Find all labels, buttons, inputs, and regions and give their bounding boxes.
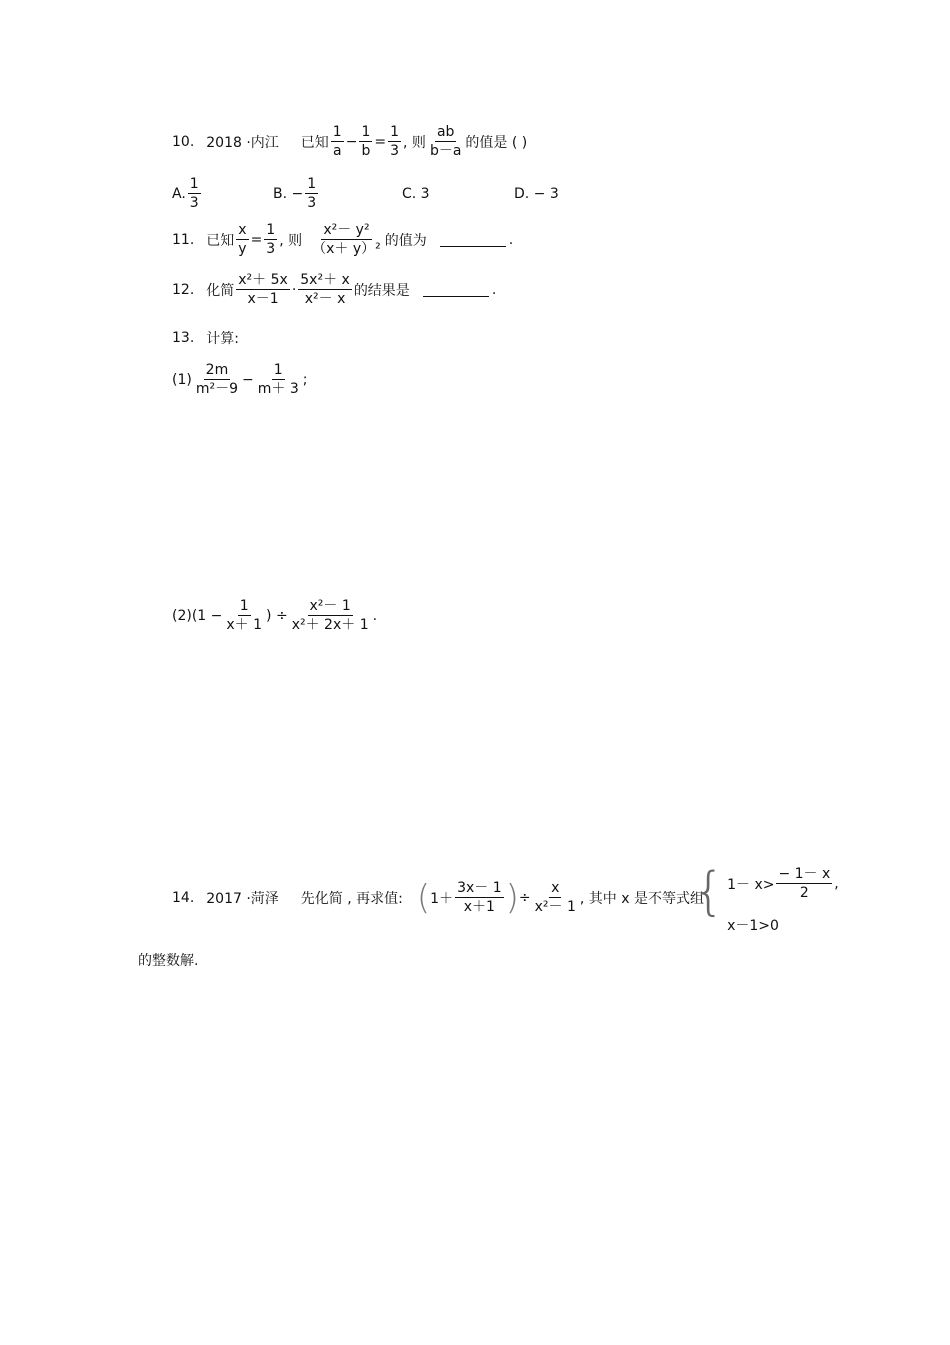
q11-fraction-1-den: y (238, 241, 247, 258)
q10-option-a-den: 3 (189, 195, 199, 212)
q13-part-2 (172, 598, 377, 633)
right-paren-glyph: ) (505, 877, 519, 918)
q13-part-2-fraction-2-den: x²＋ 2x＋ 1 (291, 617, 369, 634)
q13-line (172, 328, 239, 348)
q12-fraction-1-num: x²＋ 5x (236, 272, 290, 290)
q12-label: 化简 (206, 282, 235, 299)
q10-equals: = (374, 133, 387, 150)
q13-part-2-fraction-1-den: x＋ 1 (226, 617, 263, 634)
q10-tail: 的值是 ( ) (465, 134, 528, 151)
q14-fraction-2-num: x (549, 880, 561, 898)
q11-answer-blank[interactable] (440, 232, 506, 247)
q10-fraction-1-num: 1 (331, 124, 344, 142)
q13-part-2-end: . (372, 607, 378, 624)
q11-fraction-1 (236, 222, 248, 257)
q12-fraction-2 (298, 272, 352, 307)
q13-part-2-fraction-2-num: x²－ 1 (308, 598, 353, 616)
q10-fraction-4-den: b－a (429, 143, 462, 160)
q11-number: 11. (172, 231, 195, 248)
q12-fraction-2-num: 5x²＋ x (298, 272, 352, 290)
q10-option-b-fraction (305, 176, 318, 211)
q14-inequality-system (692, 862, 839, 935)
q10-then: , 则 (403, 134, 426, 151)
q14-fraction-1-num: 3x－ 1 (455, 880, 504, 898)
q10-fraction-1 (331, 124, 344, 159)
q12-tail: 的结果是 (353, 282, 410, 299)
q14-fraction-2-den: x²－ 1 (534, 899, 576, 916)
q10-fraction-1-den: a (332, 143, 342, 160)
q10-option-b-num: 1 (305, 176, 318, 194)
q13-part-2-close: ) ÷ (266, 607, 288, 624)
q11-then: , 则 (279, 232, 303, 249)
q13-part-1-fraction-1-den: m²－9 (195, 381, 239, 398)
q10-option-d-text: D. − 3 (514, 186, 559, 202)
q10-option-a-num: 1 (188, 176, 201, 194)
q13-part-1-minus: − (242, 371, 254, 388)
q14-text-3: 的整数解. (138, 953, 199, 969)
q10-minus: − (345, 133, 358, 150)
q14-divide: ÷ (518, 889, 531, 906)
q14-inequality-1-num: − 1－ x (776, 866, 832, 884)
q10-option-d (514, 186, 559, 202)
q14-inequality-rows (727, 866, 839, 935)
q10-number: 10. (172, 133, 195, 150)
q14-fraction-2 (533, 880, 578, 915)
q10-known: 已知 (300, 134, 329, 151)
q14-fraction-1-den: x＋1 (463, 899, 495, 916)
q12-answer-blank[interactable] (423, 282, 489, 297)
q10-option-b-label: B. − (273, 185, 304, 202)
q14-inequality-1 (727, 866, 839, 901)
q12-fraction-1-den: x－1 (247, 291, 279, 308)
q11-fraction-3-den: （x＋ y）² (312, 241, 381, 258)
q13-part-1-fraction-2-den: m＋ 3 (257, 381, 299, 398)
q13-part-1-label: (1) (172, 371, 192, 388)
q13-part-2-fraction-2 (290, 598, 371, 633)
q14-inequality-1-left: 1－ x> (727, 876, 775, 893)
q11-fraction-1-num: x (236, 222, 248, 240)
q11-known: 已知 (206, 232, 235, 249)
q13-part-1-fraction-1-num: 2m (204, 362, 231, 380)
q13-part-2-fraction-1-num: 1 (238, 598, 251, 616)
left-brace-glyph: { (692, 862, 726, 922)
q14-inequality-1-end: , (834, 875, 839, 892)
q11-line (172, 222, 513, 257)
q14-inequality-2: x－1>0 (727, 918, 779, 935)
q10-line (172, 124, 527, 159)
q10-fraction-3-num: 1 (388, 124, 401, 142)
q10-option-c (402, 186, 430, 202)
q10-fraction-3-den: 3 (390, 143, 400, 160)
q11-end: . (508, 231, 514, 248)
q13-label: 计算: (206, 331, 239, 347)
q12-number: 12. (172, 281, 195, 298)
q10-fraction-4-num: ab (435, 124, 456, 142)
q10-fraction-3 (388, 124, 401, 159)
q13-part-2-fraction-1 (224, 598, 264, 633)
q11-fraction-2-num: 1 (264, 222, 277, 240)
q14-fraction-1 (455, 880, 504, 915)
q14-one-plus: 1＋ (430, 890, 454, 907)
q14-text-2: , 其中 x 是不等式组 (579, 890, 704, 907)
left-paren-glyph: ( (416, 877, 431, 918)
q14-number: 14. (172, 889, 195, 906)
q14-line (172, 877, 704, 918)
q14-line-2 (138, 950, 198, 970)
q14-text-1: 先化简 , 再求值: (300, 890, 403, 907)
q10-option-b-den: 3 (307, 195, 317, 212)
q12-line (172, 272, 496, 307)
q10-source: 2018 ·内江 (206, 134, 279, 151)
q13-part-1-fraction-2 (256, 362, 301, 397)
q13-part-1-end: ; (302, 371, 308, 388)
q10-fraction-4 (428, 124, 463, 159)
q10-option-a-label: A. (172, 185, 186, 202)
q12-fraction-2-den: x²－ x (304, 291, 346, 308)
q11-fraction-2-den: 3 (266, 241, 276, 258)
q13-part-1-fraction-1 (194, 362, 240, 397)
q10-option-a (172, 176, 203, 211)
q14-inequality-1-den: 2 (799, 885, 809, 902)
q10-option-b (273, 176, 320, 211)
q10-fraction-2-num: 1 (359, 124, 372, 142)
q12-operator: · (291, 281, 297, 298)
q14-inequality-1-fraction (776, 866, 832, 901)
q11-tail: 的值为 (384, 232, 427, 249)
q12-end: . (491, 281, 497, 298)
q12-fraction-1 (236, 272, 290, 307)
q11-equals: = (250, 231, 263, 248)
q13-part-2-label: (2)(1 − (172, 607, 223, 624)
q10-fraction-2 (359, 124, 372, 159)
q10-fraction-2-den: b (361, 143, 371, 160)
q13-number: 13. (172, 330, 195, 346)
q10-option-c-text: C. 3 (402, 186, 430, 202)
q13-part-1-fraction-2-num: 1 (272, 362, 285, 380)
q10-option-a-fraction (188, 176, 201, 211)
q11-fraction-3-num: x²－ y² (321, 222, 371, 240)
q11-fraction-2 (264, 222, 277, 257)
q13-part-1 (172, 362, 307, 397)
q14-source: 2017 ·菏泽 (206, 890, 279, 907)
q11-fraction-3 (310, 222, 383, 257)
